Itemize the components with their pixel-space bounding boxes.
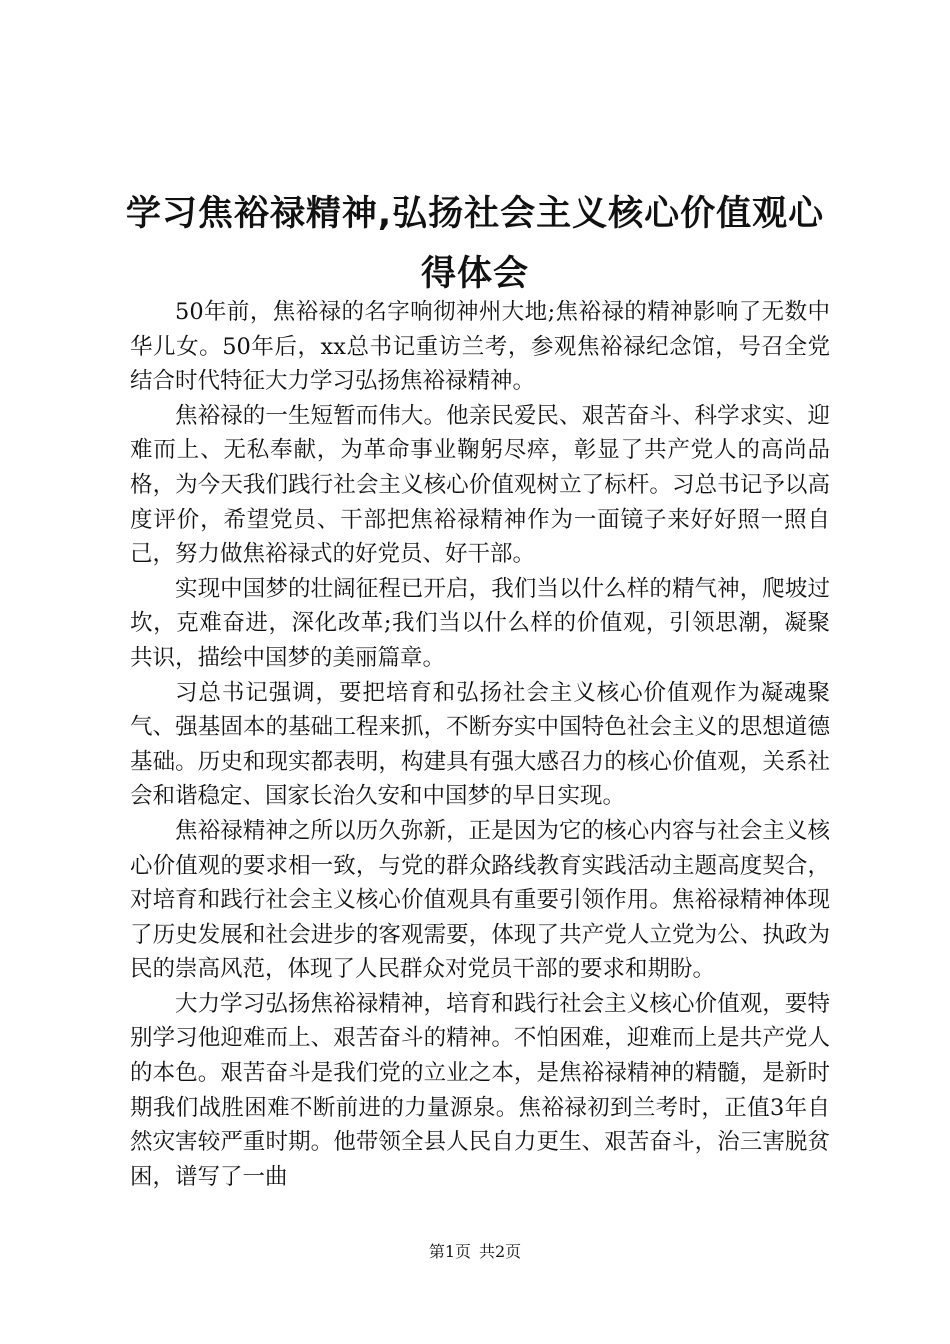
paragraph-5: 焦裕禄精神之所以历久弥新，正是因为它的核心内容与社会主义核心价值观的要求相一致，与党的群众路线教育实践活动主题高度契合，对培育和践行社会主义核心价值观具有重要引领作用。焦裕禄精神体现了历史发展和社会进步的客观需要，体现了共产党人立党为公、执政为民的崇高风范，体现了人民群众对党员干部的要求和期盼。 [130, 817, 830, 983]
paragraph-4: 习总书记强调，要把培育和弘扬社会主义核心价值观作为凝魂聚气、强基固本的基础工程来抓，不断夯实中国特色社会主义的思想道德基础。历史和现实都表明，构建具有强大感召力的核心价值观，关系社会和谐稳定、国家长治久安和中国梦的早日实现。 [130, 679, 830, 810]
document-title: 学习焦裕禄精神,弘扬社会主义核心价值观心得体会 [125, 194, 825, 294]
paragraph-6: 大力学习弘扬焦裕禄精神，培育和践行社会主义核心价值观，要特别学习他迎难而上、艰苦奋斗的精神。不怕困难，迎难而上是共产党人的本色。艰苦奋斗是我们党的立业之本，是焦裕禄精神的精髓，是新时期我们战胜困难不断前进的力量源泉。焦裕禄初到兰考时，正值3年自然灾害较严重时期。他带领全县人民自力更生、艰苦奋斗，治三害脱贫困，谱写了一曲 [130, 990, 830, 1190]
paragraph-1: 50年前，焦裕禄的名字响彻神州大地;焦裕禄的精神影响了无数中华儿女。50年后，xx总书记重访兰考，参观焦裕禄纪念馆，号召全党结合时代特征大力学习弘扬焦裕禄精神。 [130, 299, 830, 395]
document-body [130, 295, 830, 1194]
page-footer [0, 1240, 950, 1264]
paragraph-2: 焦裕禄的一生短暂而伟大。他亲民爱民、艰苦奋斗、科学求实、迎难而上、无私奉献，为革命事业鞠躬尽瘁，彰显了共产党人的高尚品格，为今天我们践行社会主义核心价值观树立了标杆。习总书记予以高度评价，希望党员、干部把焦裕禄精神作为一面镜子来好好照一照自己，努力做焦裕禄式的好党员、好干部。 [130, 402, 830, 568]
page-total: 共2页 [479, 1242, 522, 1261]
paragraph-3: 实现中国梦的壮阔征程已开启，我们当以什么样的精气神，爬坡过坎，克难奋进，深化改革;我们当以什么样的价值观，引领思潮，凝聚共识，描绘中国梦的美丽篇章。 [130, 575, 830, 671]
page-number: 第1页 [428, 1242, 471, 1261]
